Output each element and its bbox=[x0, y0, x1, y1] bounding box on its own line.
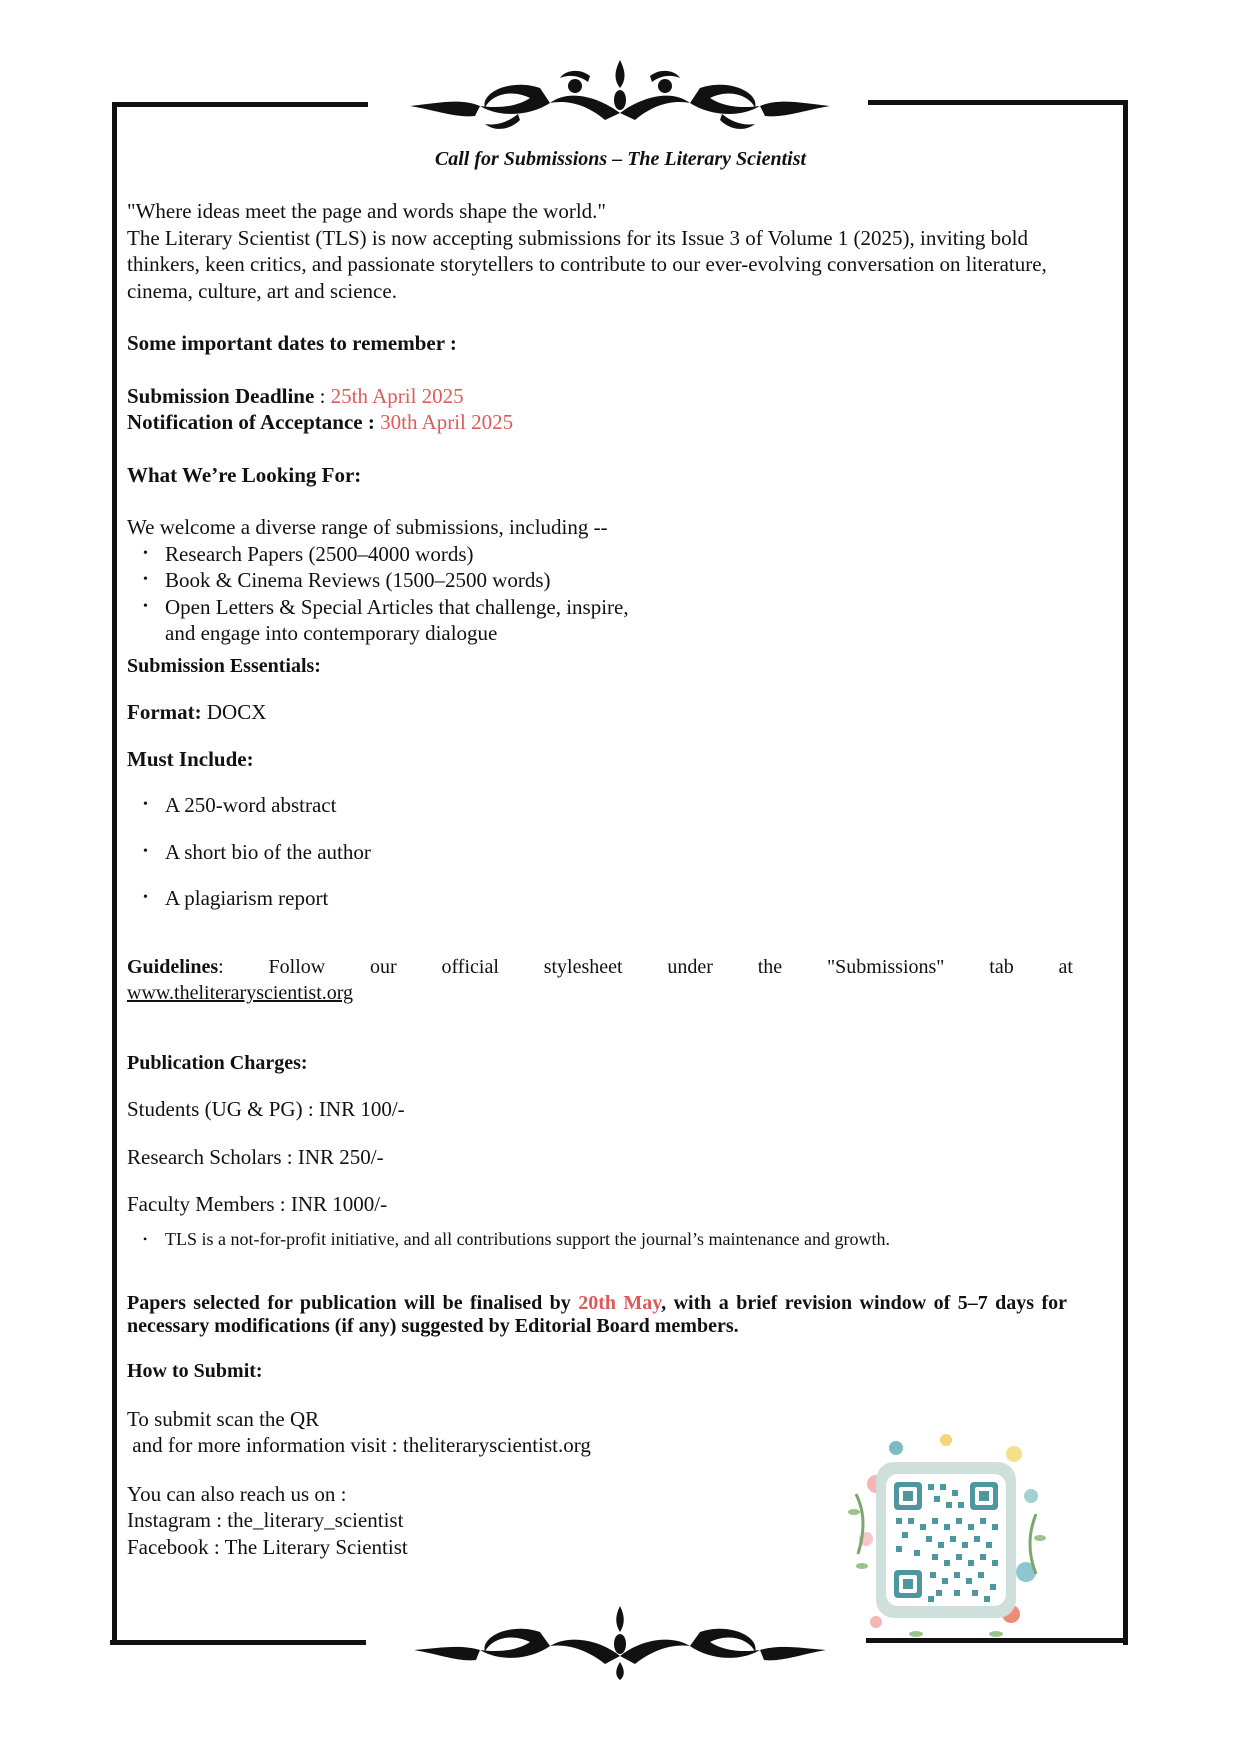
bullet-icon: • bbox=[143, 1231, 148, 1246]
guidelines-word: the bbox=[757, 955, 783, 978]
ornament-top bbox=[400, 58, 840, 138]
guidelines-lead bbox=[127, 954, 224, 981]
deadline-row bbox=[127, 383, 1073, 410]
how-to-line1: To submit scan the QR bbox=[127, 1406, 320, 1431]
guidelines-word: under bbox=[667, 955, 713, 978]
bullet-icon: • bbox=[143, 843, 148, 859]
bullet-icon: • bbox=[143, 890, 148, 905]
bullet-icon: • bbox=[143, 545, 148, 561]
selection-paragraph bbox=[127, 1292, 1067, 1338]
website-link[interactable]: www.theliteraryscientist.org bbox=[127, 982, 354, 1004]
charges-heading: Publication Charges: bbox=[127, 1051, 308, 1074]
deadline-label: Submission Deadline bbox=[127, 383, 315, 408]
list-item-text: A short bio of the author bbox=[165, 839, 371, 864]
guidelines-word: our bbox=[370, 955, 397, 978]
bullet-icon: • bbox=[143, 598, 148, 614]
essentials-heading: Submission Essentials: bbox=[127, 654, 321, 677]
list-item-text: A plagiarism report bbox=[165, 886, 329, 910]
list-item bbox=[143, 885, 1073, 912]
looking-for-list bbox=[127, 541, 1073, 647]
deadline-value: 25th April 2025 bbox=[330, 383, 464, 408]
dates-heading: Some important dates to remember : bbox=[127, 331, 457, 355]
list-item-text: Book & Cinema Reviews (1500–2500 words) bbox=[165, 568, 551, 592]
must-include-label: Must Include: bbox=[127, 746, 254, 771]
intro-quote: "Where ideas meet the page and words shape the world." bbox=[127, 199, 606, 223]
format-label: Format: bbox=[127, 700, 202, 724]
how-to-heading: How to Submit: bbox=[127, 1360, 263, 1382]
qr-code[interactable] bbox=[836, 1434, 1048, 1646]
guidelines-word: official bbox=[441, 955, 499, 978]
list-item bbox=[143, 792, 1073, 819]
charge-scholars: Research Scholars : INR 250/- bbox=[127, 1144, 384, 1169]
frame-right bbox=[1123, 100, 1128, 1645]
list-item-text: Research Papers (2500–4000 words) bbox=[165, 541, 474, 566]
guidelines-word: at bbox=[1058, 955, 1073, 978]
list-item bbox=[143, 541, 1073, 568]
bullet-icon: • bbox=[143, 572, 148, 587]
must-include-list bbox=[127, 792, 1073, 912]
charge-faculty: Faculty Members : INR 1000/- bbox=[127, 1192, 388, 1216]
format-row bbox=[127, 699, 1073, 726]
charge-students: Students (UG & PG) : INR 100/- bbox=[127, 1097, 405, 1121]
list-item-text: A 250-word abstract bbox=[165, 793, 337, 817]
page-title: Call for Submissions – The Literary Scientist bbox=[434, 148, 807, 170]
list-item-text: Open Letters & Special Articles that challenge, inspire, bbox=[165, 594, 629, 619]
frame-top-right bbox=[868, 100, 1128, 105]
list-item bbox=[143, 1226, 1073, 1253]
deadline-sep: : bbox=[314, 383, 331, 408]
looking-for-heading: What We’re Looking For: bbox=[127, 462, 362, 487]
list-item-continued bbox=[143, 620, 1073, 647]
guidelines-word: Follow bbox=[268, 955, 326, 978]
charges-note-list bbox=[127, 1226, 1073, 1253]
charges-note: TLS is a not-for-profit initiative, and all contributions support the journal’s maintenance and growth. bbox=[165, 1228, 890, 1249]
notification-row bbox=[127, 409, 1073, 436]
instagram-handle[interactable]: Instagram : the_literary_scientist bbox=[127, 1508, 404, 1532]
list-item bbox=[143, 594, 1073, 621]
facebook-handle[interactable]: Facebook : The Literary Scientist bbox=[127, 1534, 408, 1559]
guidelines-row bbox=[127, 954, 1073, 981]
frame-top-left bbox=[112, 102, 368, 107]
guidelines-word: tab bbox=[989, 955, 1014, 978]
selection-part1: Papers selected for publication will be finalised by bbox=[127, 1292, 579, 1314]
main-content bbox=[127, 198, 1073, 1560]
ornament-bottom bbox=[410, 1604, 830, 1682]
guidelines-word: "Submissions" bbox=[827, 955, 945, 978]
selection-date: 20th May bbox=[578, 1292, 662, 1314]
notification-value: 30th April 2025 bbox=[374, 410, 514, 434]
format-value: DOCX bbox=[201, 700, 267, 724]
notification-label: Notification of Acceptance : bbox=[127, 410, 375, 434]
guidelines-word: : bbox=[218, 955, 224, 978]
qr-code-block[interactable] bbox=[836, 1434, 1048, 1646]
reach-us: You can also reach us on : bbox=[127, 1481, 347, 1506]
frame-left bbox=[112, 102, 117, 1645]
guidelines-label: Guidelines bbox=[127, 955, 219, 978]
selection-part2: , with a brief revision window of 5–7 days for necessary modifications (if any) suggested by Editorial Board members. bbox=[127, 1292, 1067, 1337]
intro-paragraph: The Literary Scientist (TLS) is now accepting submissions for its Issue 3 of Volume 1 (2025), inviting bold thinkers, keen critics, and passionate storytellers to contribute to our ever-evolving conversation on literature, cinema, culture, art and science. bbox=[127, 225, 1047, 303]
guidelines-word: stylesheet bbox=[543, 955, 623, 978]
frame-bottom-left bbox=[110, 1640, 366, 1645]
how-to-line2: and for more information visit : theliteraryscientist.org bbox=[127, 1433, 591, 1457]
list-item-text: and engage into contemporary dialogue bbox=[165, 621, 498, 645]
bullet-icon: • bbox=[143, 797, 148, 812]
looking-for-lead: We welcome a diverse range of submissions, including -- bbox=[127, 515, 608, 539]
list-item bbox=[143, 567, 1073, 594]
list-item bbox=[143, 839, 1073, 866]
